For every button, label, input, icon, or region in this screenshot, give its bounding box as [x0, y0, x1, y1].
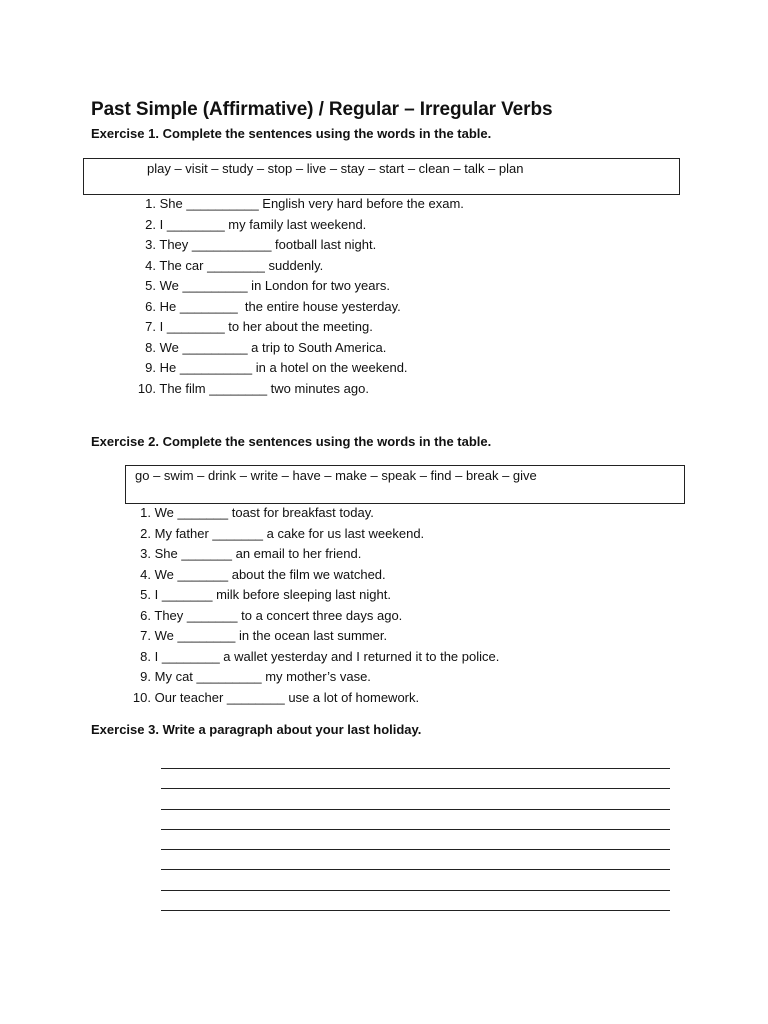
item-number: 6.	[145, 298, 156, 314]
item-number: 4.	[145, 257, 156, 273]
exercise-2-item	[130, 688, 499, 709]
exercise-1-item	[132, 358, 464, 379]
exercise-2-item	[130, 626, 499, 647]
item-sentence[interactable]: She __________ English very hard before the exam.	[159, 196, 464, 211]
exercise-1-item	[132, 338, 464, 359]
writing-line[interactable]	[161, 768, 670, 769]
exercise-2-word-box	[125, 465, 685, 504]
item-sentence[interactable]: I ________ to her about the meeting.	[159, 319, 373, 334]
item-number: 9.	[140, 669, 151, 684]
writing-area[interactable]	[161, 768, 670, 930]
exercise-3-heading	[91, 722, 421, 737]
item-sentence[interactable]: The film ________ two minutes ago.	[159, 380, 369, 396]
exercise-2-item	[130, 647, 499, 668]
exercise-2-item	[130, 585, 499, 606]
page-title: Past Simple (Affirmative) / Regular – Irregular Verbs	[91, 98, 553, 120]
item-number: 9.	[145, 360, 156, 375]
item-sentence[interactable]: We _______ toast for breakfast today.	[154, 505, 374, 520]
exercise-1-item	[132, 317, 464, 338]
exercise-1-item	[132, 235, 464, 256]
writing-line[interactable]	[161, 890, 670, 891]
exercise-1-heading	[91, 126, 491, 141]
exercise-1-word-list: play – visit – study – stop – live – stay – start – clean – talk – plan	[147, 161, 524, 176]
item-sentence[interactable]: He __________ in a hotel on the weekend.	[159, 360, 408, 375]
item-number: 4.	[140, 566, 151, 582]
item-sentence[interactable]: I _______ milk before sleeping last night.	[154, 587, 391, 602]
item-sentence[interactable]: We ________ in the ocean last summer.	[154, 628, 388, 643]
exercise-2-sentence-list	[130, 503, 499, 708]
item-sentence[interactable]: We _________ a trip to South America.	[159, 339, 387, 355]
writing-line[interactable]	[161, 849, 670, 850]
exercise-1-item	[132, 256, 464, 277]
exercise-1-item	[132, 194, 464, 215]
item-number: 2.	[140, 525, 151, 541]
exercise-1-item	[132, 379, 464, 400]
item-sentence[interactable]: They ___________ football last night.	[159, 237, 377, 252]
exercise-3-label: Exercise 3.	[91, 722, 159, 737]
item-number: 10.	[137, 380, 156, 396]
item-sentence[interactable]: I ________ my family last weekend.	[159, 216, 367, 232]
exercise-1-sentence-list	[132, 194, 464, 399]
writing-line[interactable]	[161, 910, 670, 911]
item-sentence[interactable]: He ________ the entire house yesterday.	[159, 298, 401, 314]
exercise-2-item	[130, 503, 499, 524]
exercise-1-item	[132, 276, 464, 297]
item-number: 2.	[145, 216, 156, 232]
item-number: 6.	[140, 607, 151, 623]
item-number: 3.	[145, 237, 156, 252]
item-sentence[interactable]: I ________ a wallet yesterday and I returned it to the police.	[154, 648, 500, 664]
item-number: 5.	[145, 278, 156, 293]
exercise-2-label: Exercise 2.	[91, 434, 159, 449]
item-number: 7.	[140, 628, 151, 643]
exercise-1-instruction: Complete the sentences using the words in the table.	[158, 126, 492, 141]
item-number: 3.	[140, 546, 151, 561]
writing-line[interactable]	[161, 788, 670, 789]
item-number: 5.	[140, 587, 151, 602]
item-sentence[interactable]: We _________ in London for two years.	[159, 278, 390, 293]
item-sentence[interactable]: Our teacher ________ use a lot of homework.	[154, 689, 420, 705]
item-sentence[interactable]: My cat _________ my mother’s vase.	[154, 669, 371, 684]
exercise-1-item	[132, 297, 464, 318]
exercise-1-word-box	[83, 158, 680, 195]
item-sentence[interactable]: My father _______ a cake for us last weekend.	[154, 525, 425, 541]
item-sentence[interactable]: The car ________ suddenly.	[159, 257, 324, 273]
exercise-2-instruction: Complete the sentences using the words in the table.	[158, 434, 492, 449]
exercise-3-instruction: Write a paragraph about your last holiday.	[158, 722, 422, 737]
item-number: 8.	[145, 339, 156, 355]
item-number: 1.	[145, 196, 156, 211]
exercise-2-item	[130, 524, 499, 545]
writing-line[interactable]	[161, 829, 670, 830]
item-number: 7.	[145, 319, 156, 334]
exercise-2-heading	[91, 434, 491, 449]
item-number: 1.	[140, 505, 151, 520]
writing-line[interactable]	[161, 809, 670, 810]
exercise-2-item	[130, 606, 499, 627]
item-number: 10.	[132, 689, 151, 705]
exercise-2-item	[130, 544, 499, 565]
exercise-1-label: Exercise 1.	[91, 126, 159, 141]
exercise-1-item	[132, 215, 464, 236]
item-number: 8.	[140, 648, 151, 664]
item-sentence[interactable]: She _______ an email to her friend.	[154, 546, 362, 561]
exercise-2-item	[130, 565, 499, 586]
item-sentence[interactable]: They _______ to a concert three days ago.	[154, 607, 403, 623]
exercise-2-word-list: go – swim – drink – write – have – make – speak – find – break – give	[135, 468, 537, 483]
writing-line[interactable]	[161, 869, 670, 870]
item-sentence[interactable]: We _______ about the film we watched.	[154, 566, 386, 582]
exercise-2-item	[130, 667, 499, 688]
